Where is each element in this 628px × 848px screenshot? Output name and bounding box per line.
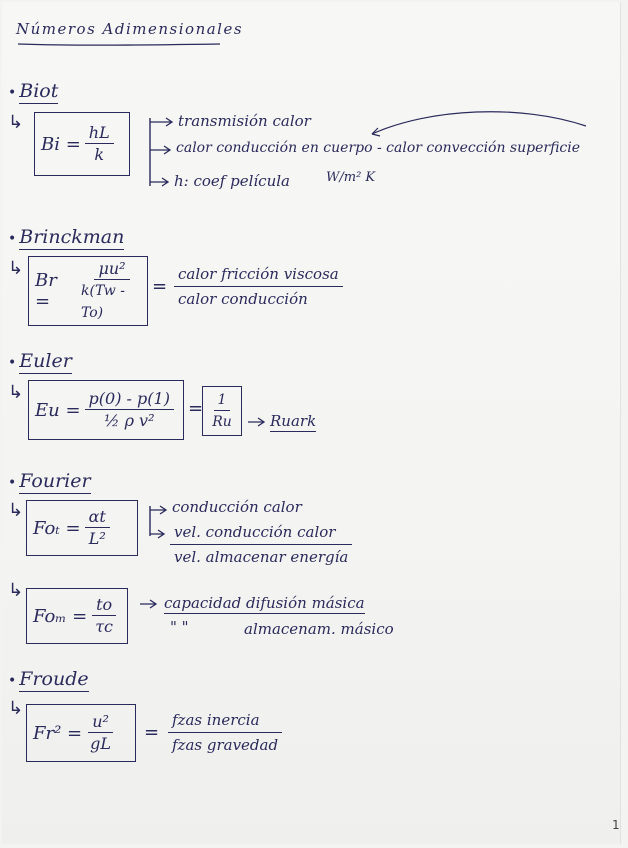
brinkman-equals: = bbox=[152, 276, 168, 297]
section-heading-fourier: • Fourier bbox=[8, 470, 91, 492]
hook-arrow-icon: ↳ bbox=[8, 698, 24, 719]
biot-formula-box: Bi = $\frac{hL}{k}$ bbox=[34, 112, 130, 176]
euler-ruark-label: Ruark bbox=[270, 412, 317, 430]
hook-arrow-icon: ↳ bbox=[8, 258, 24, 279]
biot-note-1: transmisión calor bbox=[178, 112, 311, 130]
fourier-thermal-formula-box: Foₜ = $\frac{\alpha t}{\text{L²}}$ bbox=[26, 500, 138, 556]
page-title: Números Adimensionales bbox=[16, 20, 244, 38]
hook-arrow-icon: ↳ bbox=[8, 500, 24, 521]
brinkman-formula-box: Br = $\frac{\text{μu²}}{k(Tw - To)}$ bbox=[28, 256, 148, 326]
section-heading-brinkman: • Brinckman bbox=[8, 226, 125, 248]
section-heading-euler: • Euler bbox=[8, 350, 72, 372]
biot-unit: W/m² K bbox=[326, 170, 376, 185]
brinkman-ratio: calor fricción viscosa calor conducción bbox=[174, 264, 343, 311]
fourier-mass-note-2: almacenam. másico bbox=[244, 620, 394, 638]
euler-equals: = bbox=[188, 398, 204, 419]
hook-arrow-icon: ↳ bbox=[8, 112, 24, 133]
section-heading-froude: • Froude bbox=[8, 668, 89, 690]
fourier-note-1: conducción calor bbox=[172, 498, 302, 516]
fourier-mass-formula-box: Foₘ = $\frac{to}{\tau c}$ bbox=[26, 588, 128, 644]
biot-note-3: h: coef película bbox=[174, 172, 290, 190]
froude-equals: = bbox=[144, 722, 160, 743]
hook-arrow-icon: ↳ bbox=[8, 580, 24, 601]
euler-inverse-box: $\frac{1}{Ru}$ bbox=[202, 386, 242, 436]
fourier-thermal-ratio: vel. conducción calor vel. almacenar energía bbox=[170, 522, 352, 569]
section-heading-biot: • Biot bbox=[8, 80, 59, 102]
biot-note-2: calor conducción en cuerpo - calor convección superficie bbox=[176, 140, 581, 156]
ditto-marks: " " bbox=[170, 618, 189, 636]
froude-formula-box: Fr² = $\frac{\text{u²}}{gL}$ bbox=[26, 704, 136, 762]
fourier-mass-note-1: capacidad difusión másica bbox=[164, 594, 365, 612]
hook-arrow-icon: ↳ bbox=[8, 382, 24, 403]
froude-ratio: fzas inercia fzas gravedad bbox=[168, 710, 282, 757]
page-edge-mark: 1 bbox=[612, 818, 620, 832]
euler-formula-box: Eu = $\frac{p(0) - p(1)}{\text{½ ρ v²}}$ bbox=[28, 380, 184, 440]
